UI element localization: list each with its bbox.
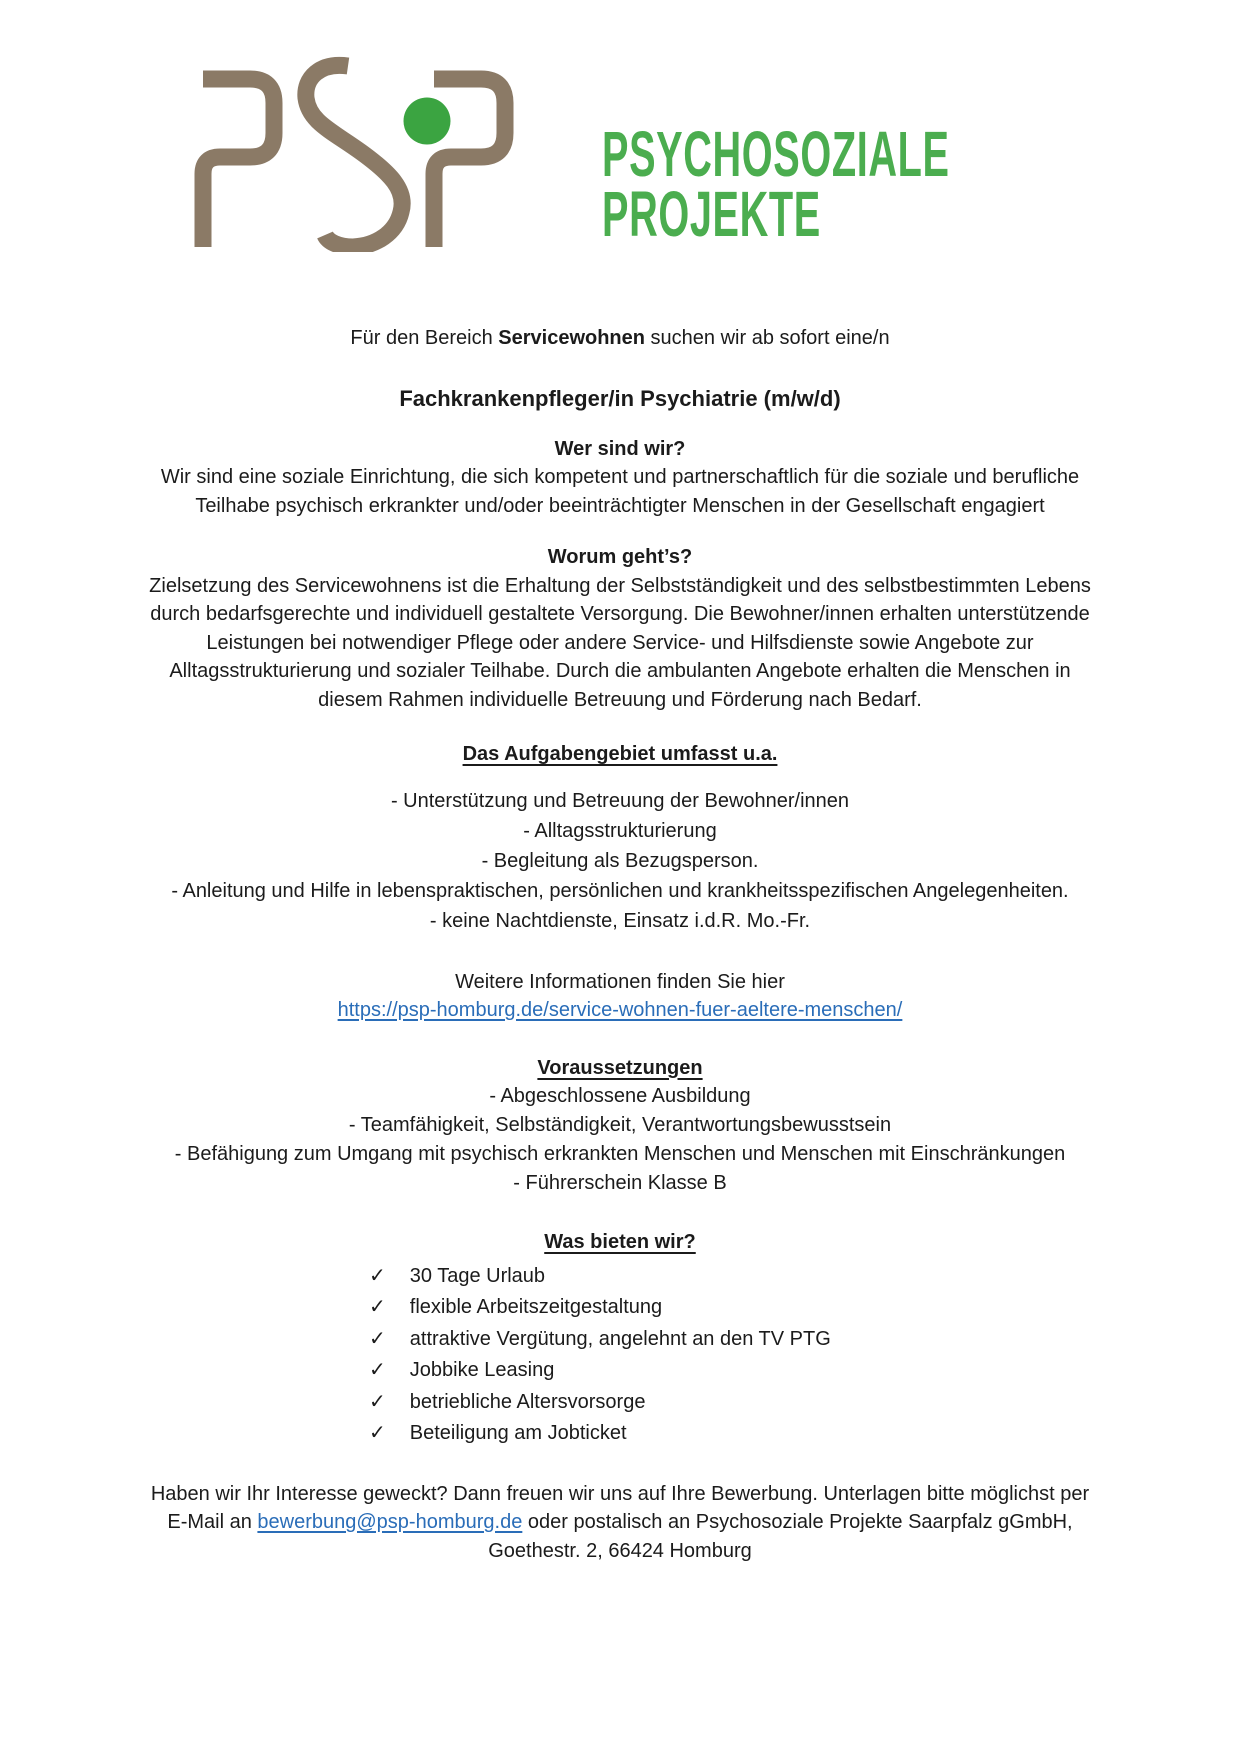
who-heading: Wer sind wir? <box>554 437 686 460</box>
requirements-heading: Voraussetzungen <box>537 1056 703 1079</box>
section-about-role <box>145 543 1095 714</box>
task-item: - Begleitung als Bezugsperson. <box>481 849 759 872</box>
intro-line <box>145 324 1095 353</box>
job-title: Fachkrankenpfleger/in Psychiatrie (m/w/d) <box>399 385 841 411</box>
offer-item-row <box>369 1324 1095 1356</box>
offer-heading: Was bieten wir? <box>544 1231 696 1253</box>
offer-item-label: attraktive Vergütung, angelehnt an den TV PTG <box>409 1327 831 1350</box>
wordmark-line1: PSYCHOSOZIALE <box>602 118 950 190</box>
task-item: - Alltagsstrukturierung <box>523 819 717 842</box>
footer-application-text <box>145 1480 1095 1566</box>
offer-item-label: 30 Tage Urlaub <box>409 1264 546 1287</box>
offer-item-label: Jobbike Leasing <box>409 1359 555 1381</box>
who-body: Wir sind eine soziale Einrichtung, die sich kompetent und partnerschaftlich für die soziale und berufliche Teilhabe psychisch erkrankter und/oder beeinträchtigter Menschen in der Gesellschaft engagiert <box>160 466 1080 517</box>
checkmark-icon: ✓ <box>369 1390 386 1413</box>
logo-green-dot-icon <box>404 98 451 145</box>
footer-part1: Haben wir Ihr Interesse geweckt? Dann freuen wir uns auf Ihre Bewerbung. Unterlagen bitte möglichst per E-Mail an <box>150 1482 1090 1533</box>
offer-item-row <box>369 1355 1095 1387</box>
checkmark-icon: ✓ <box>369 1327 386 1350</box>
section-offer <box>145 1228 1095 1450</box>
tasks-heading: Das Aufgabengebiet umfasst u.a. <box>462 743 778 765</box>
brand-header <box>0 0 1240 252</box>
offer-list <box>145 1261 1095 1450</box>
intro-area-name: Servicewohnen <box>498 327 645 349</box>
intro-suffix: suchen wir ab sofort eine/n <box>644 327 890 349</box>
more-info-text: Weitere Informationen finden Sie hier <box>455 970 785 993</box>
task-item: - Unterstützung und Betreuung der Bewohner/innen <box>390 789 850 812</box>
about-body: Zielsetzung des Servicewohnens ist die Erhaltung der Selbstständigkeit und des selbstbestimmten Lebens durch bedarfsgerechte und individuell gestaltete Versorgung. Die Bewohner/innen erhalten unterstützende Leistungen bei notwendiger Pflege oder andere Service- und Hilfsdienste sowie Angebote zur Alltagsstrukturierung und sozialer Teilhabe. Durch die ambulanten Angebote erhalten die Menschen in diesem Rahmen individuelle Betreuung und Förderung nach Bedarf. <box>149 574 1091 711</box>
offer-item-row <box>369 1292 1095 1324</box>
logo-letter-s <box>306 65 402 247</box>
intro-prefix: Für den Bereich <box>350 327 499 349</box>
offer-item-row <box>369 1418 1095 1450</box>
checkmark-icon: ✓ <box>369 1264 386 1287</box>
document-body <box>145 324 1095 1565</box>
offer-item-label: betriebliche Altersvorsorge <box>409 1390 646 1413</box>
requirement-item: - Führerschein Klasse B <box>513 1172 727 1194</box>
checkmark-icon: ✓ <box>369 1359 386 1381</box>
checkmark-icon: ✓ <box>369 1422 386 1444</box>
logo-letter-p1 <box>203 79 274 247</box>
offer-item-label: flexible Arbeitszeitgestaltung <box>409 1296 663 1318</box>
section-requirements <box>145 1054 1095 1199</box>
wordmark-line2: PROJEKTE <box>602 178 821 250</box>
requirement-item: - Teamfähigkeit, Selbständigkeit, Verantwortungsbewusstsein <box>348 1114 892 1136</box>
application-email-link[interactable]: bewerbung@psp-homburg.de <box>257 1511 523 1533</box>
section-who-we-are <box>145 435 1095 521</box>
requirement-item: - Befähigung zum Umgang mit psychisch erkrankten Menschen und Menschen mit Einschränkungen <box>174 1143 1066 1165</box>
info-url-link[interactable]: https://psp-homburg.de/service-wohnen-fuer-aeltere-menschen/ <box>337 999 903 1021</box>
brand-wordmark <box>602 118 950 250</box>
requirements-list <box>145 1082 1095 1198</box>
footer-part2: oder postalisch an Psychosoziale Projekte Saarpfalz gGmbH, Goethestr. 2, 66424 Homburg <box>488 1511 1073 1562</box>
logo-letter-p2 <box>434 79 505 247</box>
about-heading: Worum geht’s? <box>547 546 693 568</box>
checkmark-icon: ✓ <box>369 1296 386 1318</box>
offer-item-row <box>369 1261 1095 1293</box>
section-more-info <box>145 968 1095 1025</box>
offer-item-label: Beteiligung am Jobticket <box>409 1422 627 1444</box>
task-item: - Anleitung und Hilfe in lebenspraktischen, persönlichen und krankheitsspezifischen Angelegenheiten. <box>171 879 1069 902</box>
requirement-item: - Abgeschlossene Ausbildung <box>489 1085 751 1107</box>
task-item: - keine Nachtdienste, Einsatz i.d.R. Mo.-Fr. <box>429 909 811 932</box>
offer-item-row <box>369 1387 1095 1419</box>
tasks-list <box>145 786 1095 936</box>
